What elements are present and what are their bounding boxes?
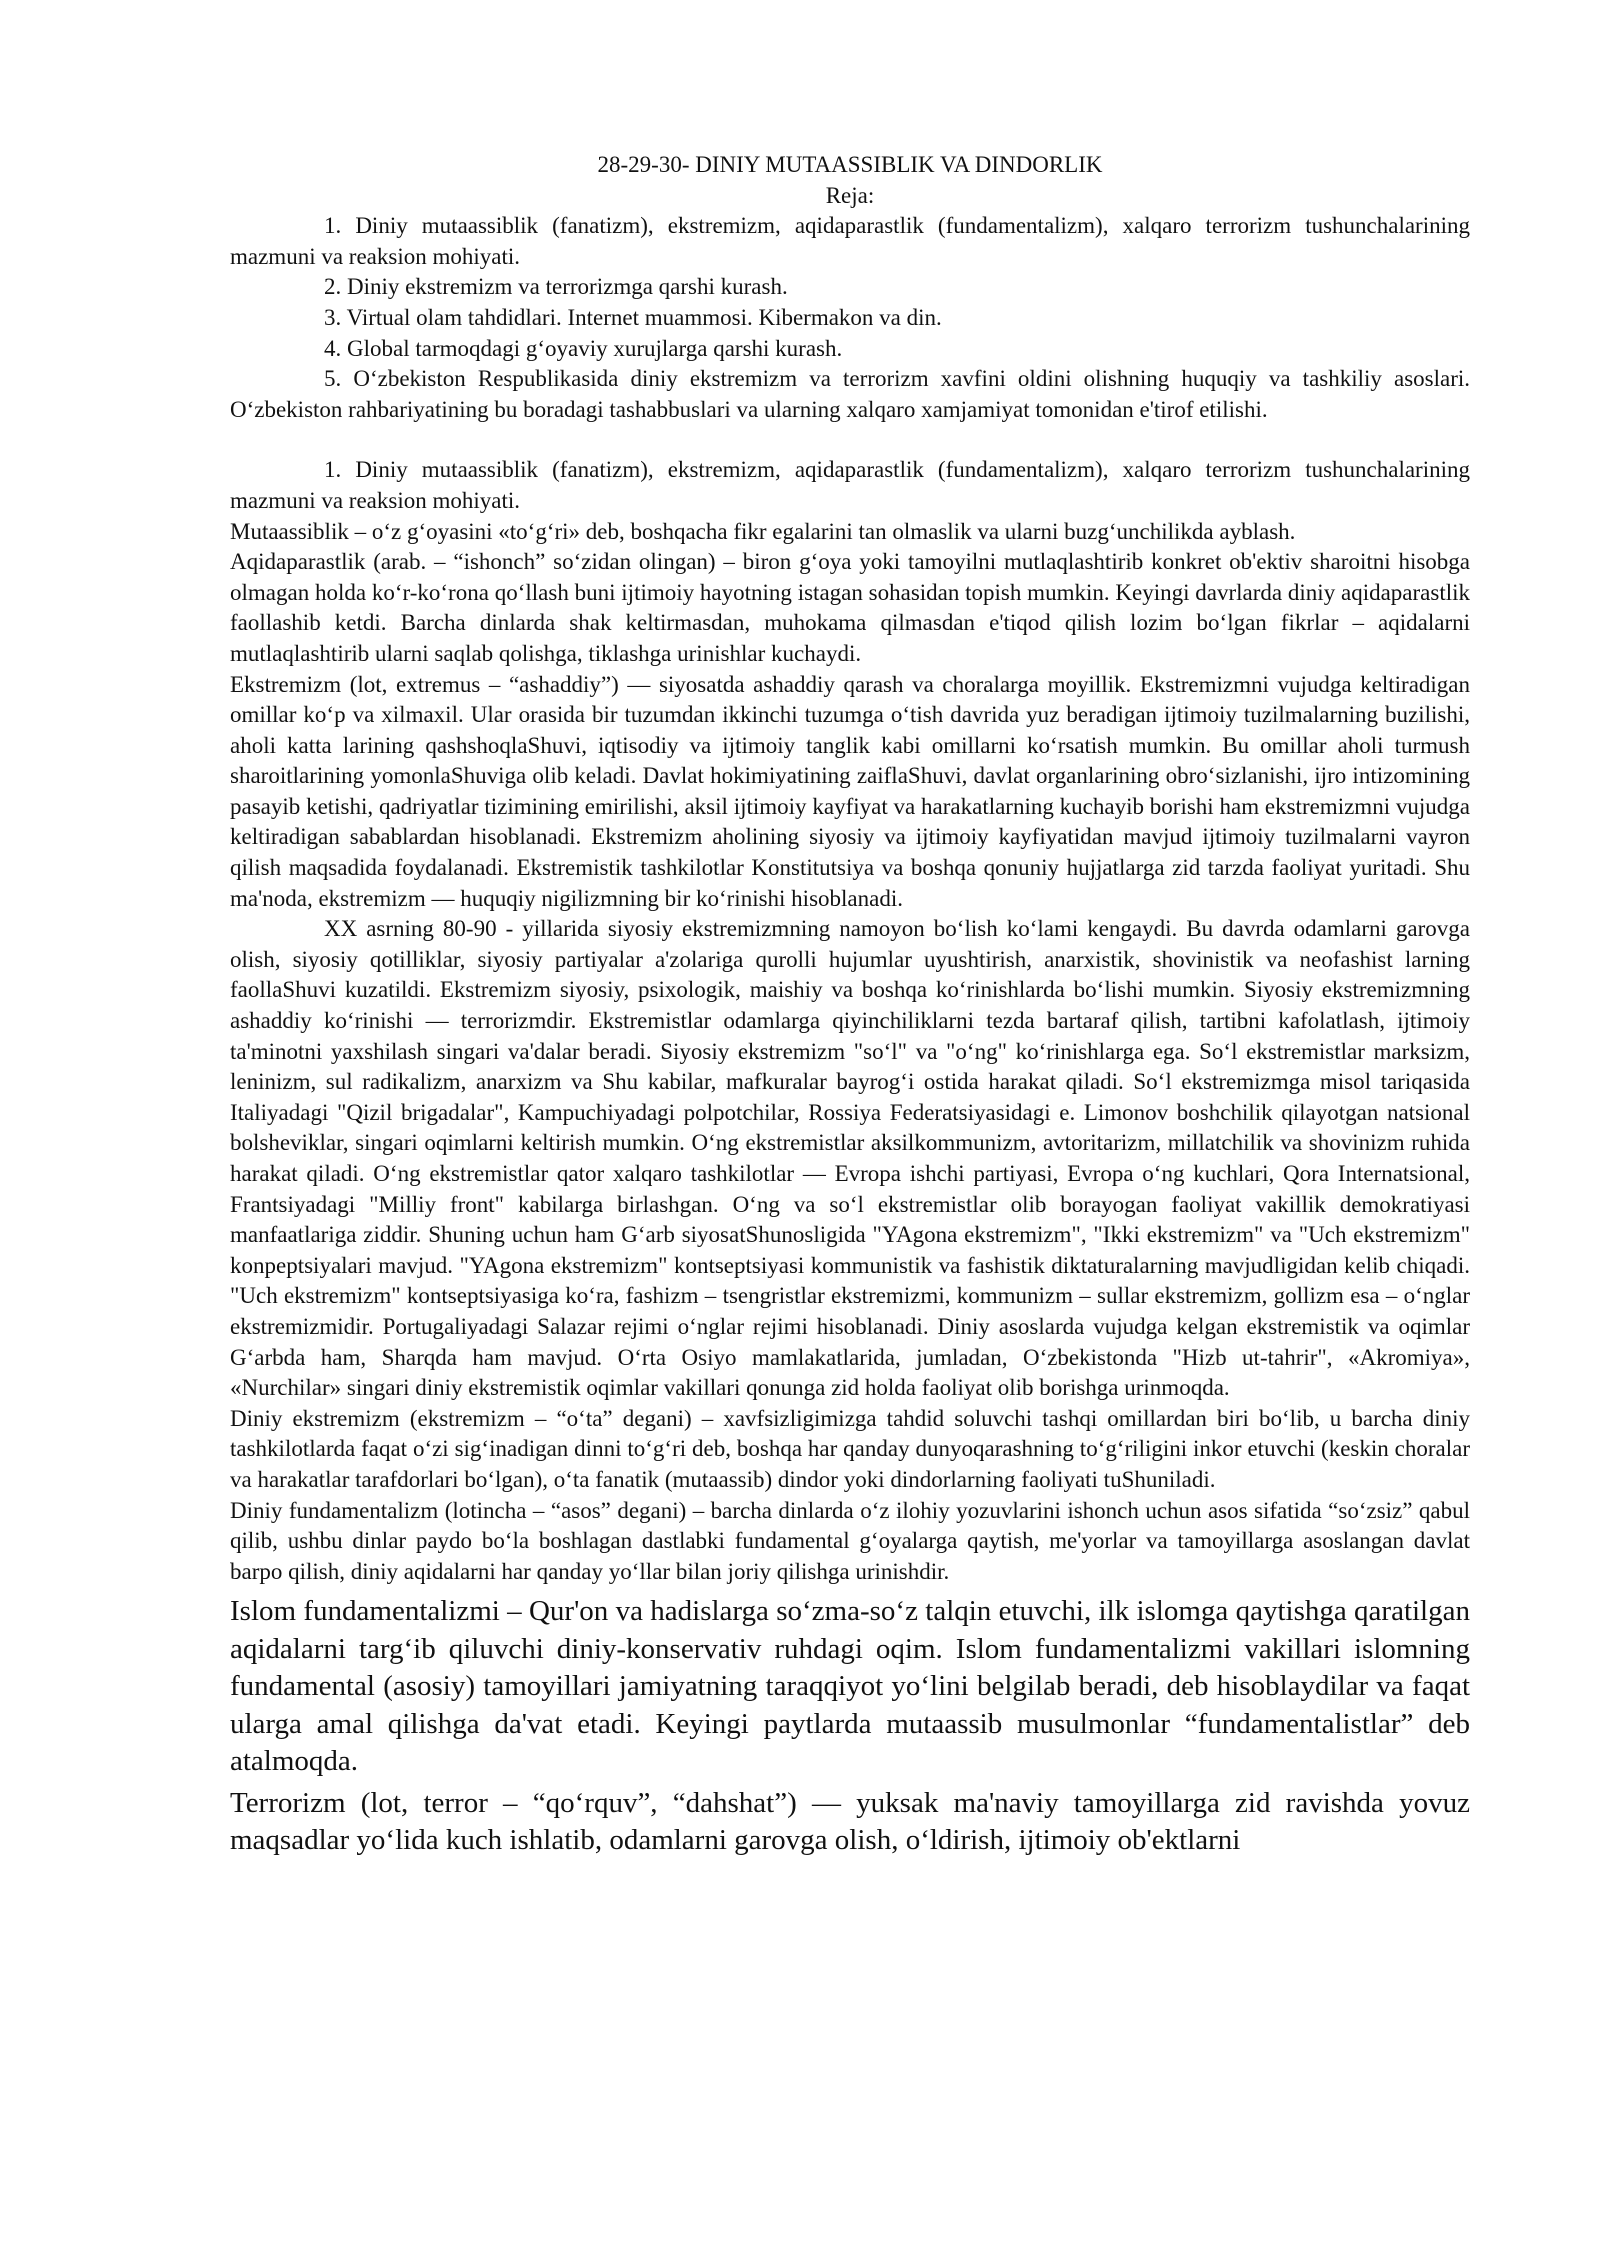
paragraph-diniy-fundamentalizm: Diniy fundamentalizm (lotincha – “asos” degani) – barcha dinlarda o‘z ilohiy yozuvlarini ishonch uchun asos sifatida “so‘zsiz” qabul qilib, ushbu dinlar paydo bo‘la boshlagan dastlabki fundamental g‘oyalarga qaytish, me'yorlar va tamoyillarga asoslangan davlat barpo qilish, diniy aqidalarni har qanday yo‘llar bilan joriy qilishga urinishdir.	[230, 1497, 1470, 1584]
paragraph-islom-fundamentalizmi: Islom fundamentalizmi – Qur'on va hadislarga so‘zma-so‘z talqin etuvchi, ilk islomga qaytishga qaratilgan aqidalarni targ‘ib qiluvchi diniy-konservativ ruhdagi oqim. Islom fundamentalizmi vakillari islomning fundamental (asosiy) tamoyillari jamiyatning taraqqiyot yo‘lini belgilab beradi, deb hisoblaydilar va faqat ularga amal qilishga da'vat etadi. Keyingi paytlarda mutaassib musulmonlar “fundamentalistlar” deb atalmoqda.	[230, 1595, 1470, 1778]
plan-item-2: 2. Diniy ekstremizm va terrorizmga qarshi kurash.	[324, 274, 788, 300]
plan-item-5: 5. O‘zbekiston Respublikasida diniy ekstremizm va terrorizm xavfini oldini olishning huquqiy va tashkiliy asoslari. O‘zbekiston rahbariyatining bu boradagi tashabbuslari va ularning xalqaro xamjamiyat tomonidan e'tirof etilishi.	[230, 366, 1470, 422]
paragraph-terrorizm: Terrorizm (lot, terror – “qo‘rquv”, “dahshat”) — yuksak ma'naviy tamoyillarga zid ravishda yovuz maqsadlar yo‘lida kuch ishlatib, odamlarni garovga olish, o‘ldirish, ijtimoiy ob'ektlarni	[230, 1786, 1470, 1857]
paragraph-diniy-ekstremizm: Diniy ekstremizm (ekstremizm – “o‘ta” degani) – xavfsizligimizga tahdid soluvchi tashqi omillardan biri bo‘lib, u barcha diniy tashkilotlarda faqat o‘zi sig‘inadigan dinni to‘g‘ri deb, boshqa har qanday dunyoqarashning to‘g‘riligini inkor etuvchi (keskin choralar va harakatlar tarafdorlari bo‘lgan), o‘ta fanatik (mutaassib) dindor yoki dindorlarning faoliyati tuShuniladi.	[230, 1405, 1470, 1492]
plan-item-3: 3. Virtual olam tahdidlari. Internet muammosi. Kibermakon va din.	[324, 304, 942, 330]
plan-item-4: 4. Global tarmoqdagi g‘oyaviy xurujlarga qarshi kurash.	[324, 335, 843, 361]
plan-label: Reja:	[825, 182, 875, 208]
document-title: 28-29-30- DINIY MUTAASSIBLIK VA DINDORLIK	[597, 152, 1103, 177]
paragraph-mutaassiblik: Mutaassiblik – o‘z g‘oyasini «to‘g‘ri» deb, boshqacha fikr egalarini tan olmaslik va ularni buzg‘unchilikda ayblash.	[230, 518, 1296, 544]
section-heading: 1. Diniy mutaassiblik (fanatizm), ekstremizm, aqidaparastlik (fundamentalizm), xalqaro terrorizm tushunchalarining mazmuni va reaksion mohiyati.	[230, 457, 1470, 513]
plan-item-1: 1. Diniy mutaassiblik (fanatizm), ekstremizm, aqidaparastlik (fundamentalizm), xalqaro terrorizm tushunchalarining mazmuni va reaksion mohiyati.	[230, 213, 1470, 269]
section-spacer	[230, 425, 1470, 455]
paragraph-xx-asr: XX asrning 80-90 - yillarida siyosiy ekstremizmning namoyon bo‘lish ko‘lami kengaydi. Bu davrda odamlarni garovga olish, siyosiy qotilliklar, siyosiy partiyalar a'zolariga qurolli hujumlar uyushtirish, anarxistik, shovinistik va neofashist larning faollaShuvi kuzatildi. Ekstremizm siyosiy, psixologik, maishiy va boshqa ko‘rinishlarda bo‘lishi mumkin. Siyosiy ekstremizmning ashaddiy ko‘rinishi — terrorizmdir. Ekstremistlar odamlarga qiyinchiliklarni tezda bartaraf qilish, tartibni kafolatlash, ijtimoiy ta'minotni yaxshilash singari va'dalar beradi. Siyosiy ekstremizm "so‘l" va "o‘ng" ko‘rinishlarga ega. So‘l ekstremistlar marksizm, leninizm, sul radikalizm, anarxizm va Shu kabilar, mafkuralar bayrog‘i ostida harakat qiladi. So‘l ekstremizmga misol tariqasida Italiyadagi "Qizil brigadalar", Kampuchiyadagi polpotchilar, Rossiya Federatsiyasidagi e. Limonov boshchilik qilayotgan natsional bolsheviklar, singari oqimlarni keltirish mumkin. O‘ng ekstremistlar aksilkommunizm, avtoritarizm, millatchilik va shovinizm ruhida harakat qiladi. O‘ng ekstremistlar qator xalqaro tashkilotlar — Evropa ishchi partiyasi, Evropa o‘ng kuchlari, Qora Internatsional, Frantsiyadagi "Milliy front" kabilarga birlashgan. O‘ng va so‘l ekstremistlar olib borayogan faoliyat vakillik demokratiyasi manfaatlariga ziddir. Shuning uchun ham G‘arb siyosatShunosligida "YAgona ekstremizm", "Ikki ekstremizm" va "Uch ekstremizm" konpeptsiyalari mavjud. "YAgona ekstremizm" kontseptsiyasi kommunistik va fashistik diktaturalarning mavjudligidan kelib chiqadi. "Uch ekstremizm" kontseptsiyasiga ko‘ra, fashizm – tsengristlar ekstremizmi, kommunizm – sullar ekstremizm, gollizm esa – o‘nglar ekstremizmidir. Portugaliyadagi Salazar rejimi o‘nglar rejimi hisoblanadi. Diniy asoslarda vujudga kelgan ekstremistik va oqimlar G‘arbda ham, Sharqda ham mavjud. O‘rta Osiyo mamlakatlarida, jumladan, O‘zbekistonda "Hizb ut-tahrir", «Akromiya», «Nurchilar» singari diniy ekstremistik oqimlar vakillari qonunga zid holda faoliyat olib borishga urinmoqda.	[230, 916, 1470, 1401]
paragraph-aqidaparastlik: Aqidaparastlik (arab. – “ishonch” so‘zidan olingan) – biron g‘oya yoki tamoyilni mutlaqlashtirib konkret ob'ektiv sharoitni hisobga olmagan holda ko‘r-ko‘rona qo‘llash buni ijtimoiy hayotning istagan sohasidan topish mumkin. Keyingi davrlarda diniy aqidaparastlik faollashib ketdi. Barcha dinlarda shak keltirmasdan, muhokama qilmasdan e'tiqod qilish lozim bo‘lgan fikrlar – aqidalarni mutlaqlashtirib ularni saqlab qolishga, tiklashga urinishlar kuchaydi.	[230, 549, 1470, 666]
paragraph-ekstremizm: Ekstremizm (lot, extremus – “ashaddiy”) — siyosatda ashaddiy qarash va choralarga moyillik. Ekstremizmni vujudga keltiradigan omillar ko‘p va xilmaxil. Ular orasida bir tuzumdan ikkinchi tuzumga o‘tish davrida yuz beradigan ijtimoiy tuzilmalarning buzilishi, aholi katta larining qashshoqlaShuvi, iqtisodiy va ijtimoiy tanglik kabi omillarni ko‘rsatish mumkin. Bu omillar aholi turmush sharoitlarining yomonlaShuviga olib keladi. Davlat hokimiyatining zaiflaShuvi, davlat organlarining obro‘sizlanishi, ijro intizomining pasayib ketishi, qadriyatlar tizimining emirilishi, aksil ijtimoiy kayfiyat va harakatlarning kuchayib borishi ham ekstremizmni vujudga keltiradigan sabablardan hisoblanadi. Ekstremizm aholining siyosiy va ijtimoiy kayfiyatidan mavjud ijtimoiy tuzilmalarni vayron qilish maqsadida foydalanadi. Ekstremistik tashkilotlar Konstitutsiya va boshqa qonuniy hujjatlarga zid tarzda faoliyat yuritadi. Shu ma'noda, ekstremizm — huquqiy nigilizmning bir ko‘rinishi hisoblanadi.	[230, 671, 1470, 911]
document-body	[230, 150, 1470, 1860]
